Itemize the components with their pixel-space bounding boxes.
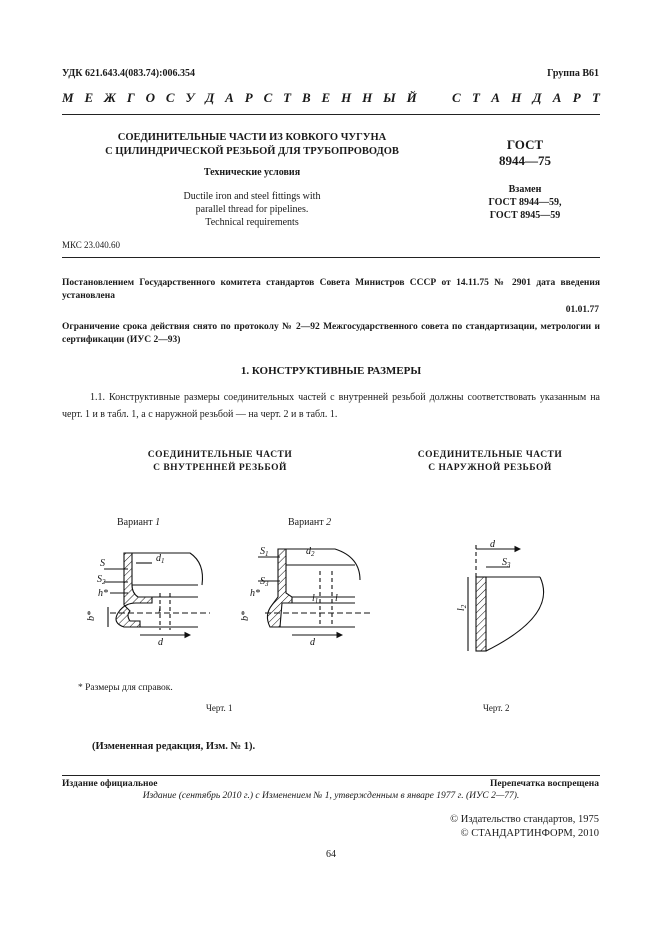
variant-1-label: Вариант 1 <box>117 517 161 528</box>
banner-letter: Т <box>471 90 480 105</box>
title-block-rule <box>62 257 600 258</box>
english-title-line: Ductile iron and steel fittings with <box>183 191 321 202</box>
banner-letter: Е <box>84 90 94 105</box>
effective-date: 01.01.77 <box>565 305 599 315</box>
dim-d2: $d_2$ <box>306 546 315 558</box>
title-line: СОЕДИНИТЕЛЬНЫЕ ЧАСТИ ИЗ КОВКОГО ЧУГУНА <box>117 132 387 143</box>
dim-d-ext: d <box>490 539 495 550</box>
dim-s2: $S_2$ <box>97 574 106 586</box>
variant-2-label: Вариант 2 <box>288 517 332 528</box>
figure-heading-line: С ВНУТРЕННЕЙ РЕЗЬБОЙ <box>153 463 287 473</box>
footer-rule <box>62 775 600 776</box>
banner-letter: Ж <box>104 90 116 105</box>
dim-l1: $l_1$ <box>312 593 319 605</box>
edition-info: Издание (сентябрь 2010 г.) с Изменением № 1, утвержденным в январе 1977 г. (ИУС 2—77). <box>142 791 520 801</box>
banner-letter: Т <box>283 90 292 105</box>
limitation-text: Ограничение срока действия снято по протоколу № 2—92 Межгосударственного совета по стандартизации, метрологии и сертификации (ИУС 2—93) <box>62 322 600 345</box>
reference-note: * Размеры для справок. <box>78 683 173 693</box>
figure-heading-line: СОЕДИНИТЕЛЬНЫЕ ЧАСТИ <box>147 450 293 460</box>
figure-heading-external <box>400 449 580 475</box>
banner-word-interstate <box>62 90 417 106</box>
banner-letter: Е <box>321 90 331 105</box>
banner-letter: Т <box>592 90 600 105</box>
document-title <box>62 131 442 159</box>
technical-drawings <box>80 535 610 660</box>
reprint-prohibited: Перепечатка воспрещена <box>489 779 599 789</box>
dim-d-2: d <box>310 637 315 648</box>
copyright-line: © Издательство стандартов, 1975 <box>450 814 599 825</box>
dim-l: l <box>158 605 161 616</box>
copyright-block <box>450 813 599 841</box>
dim-h-2: h* <box>250 588 260 599</box>
section-heading: 1. КОНСТРУКТИВНЫЕ РАЗМЕРЫ <box>240 365 422 377</box>
dim-s: S <box>100 558 105 569</box>
gost-number <box>470 137 580 169</box>
group-code: Группа В61 <box>547 68 599 79</box>
english-title-line: Technical requirements <box>205 217 299 228</box>
banner-letter: С <box>452 90 461 105</box>
banner-letter: Р <box>572 90 581 105</box>
banner-letter: Г <box>126 90 135 105</box>
replaces-label: Взамен <box>508 184 542 195</box>
dim-s3-ext: $S_3$ <box>502 557 511 569</box>
gost-label: ГОСТ <box>506 137 544 152</box>
header-rule <box>62 114 600 115</box>
replaces-block <box>470 183 580 222</box>
banner-letter: Н <box>362 90 373 105</box>
replaces-item: ГОСТ 8945—59 <box>489 210 561 221</box>
drawing-variant-1 <box>104 553 210 635</box>
mks-code: МКС 23.040.60 <box>62 240 121 250</box>
banner-letter: Н <box>341 90 352 105</box>
english-title-line: parallel thread for pipelines. <box>195 204 309 215</box>
figure-heading-line: С НАРУЖНОЙ РЕЗЬБОЙ <box>428 463 552 473</box>
document-subtitle: Технические условия <box>203 167 301 178</box>
dim-l2-ext: $l_2$ <box>456 604 468 611</box>
banner-letter: Д <box>532 90 542 105</box>
standard-banner <box>62 90 600 106</box>
replaces-item: ГОСТ 8944—59, <box>488 197 562 208</box>
dim-b: b* <box>86 611 97 621</box>
banner-letter: Н <box>511 90 522 105</box>
banner-letter: А <box>552 90 562 105</box>
decree-text: Постановлением Государственного комитета стандартов Совета Министров СССР от 14.11.75 № 2901 дата введения установлена <box>62 278 600 301</box>
banner-word-standard <box>452 90 600 106</box>
banner-letter: А <box>491 90 500 105</box>
figure-heading-line: СОЕДИНИТЕЛЬНЫЕ ЧАСТИ <box>417 450 563 460</box>
banner-letter: С <box>263 90 273 105</box>
copyright-line: © СТАНДАРТИНФОРМ, 2010 <box>460 828 599 839</box>
banner-letter: О <box>145 90 155 105</box>
banner-letter: Д <box>205 90 215 105</box>
dim-d1: $d_1$ <box>156 553 165 565</box>
page-number: 64 <box>326 849 336 860</box>
figure-caption-2: Черт. 2 <box>483 703 510 713</box>
english-title <box>62 190 442 229</box>
dim-l-2: l <box>335 593 338 604</box>
banner-letter: У <box>185 90 195 105</box>
banner-letter: В <box>301 90 311 105</box>
paragraph-1-1: 1.1. Конструктивные размеры соединительных частей с внутренней резьбой должны соответствовать указанным на черт. 1 и в табл. 1, а с наружной резьбой — на черт. 2 и в табл. 1. <box>62 392 600 420</box>
banner-letter: Ы <box>383 90 396 105</box>
banner-letter: Р <box>244 90 253 105</box>
figure-heading-internal <box>130 449 310 475</box>
official-edition: Издание официальное <box>62 779 158 789</box>
udk-code: УДК 621.643.4(083.74):006.354 <box>62 68 195 79</box>
amendment-note: (Измененная редакция, Изм. № 1). <box>92 741 256 752</box>
gost-code: 8944—75 <box>499 153 551 168</box>
dim-s3: $S_3$ <box>260 576 269 588</box>
banner-letter: А <box>225 90 234 105</box>
dim-b-2: b* <box>240 611 251 621</box>
dim-s1: $S_1$ <box>260 546 269 558</box>
banner-letter: Й <box>406 90 417 105</box>
figure-caption-1: Черт. 1 <box>206 703 233 713</box>
banner-letter: М <box>62 90 74 105</box>
dim-h: h* <box>98 588 108 599</box>
dim-d-left: d <box>158 637 163 648</box>
title-line: С ЦИЛИНДРИЧЕСКОЙ РЕЗЬБОЙ ДЛЯ ТРУБОПРОВОДОВ <box>105 146 399 157</box>
drawing-variant-2 <box>258 549 370 635</box>
banner-letter: С <box>165 90 175 105</box>
